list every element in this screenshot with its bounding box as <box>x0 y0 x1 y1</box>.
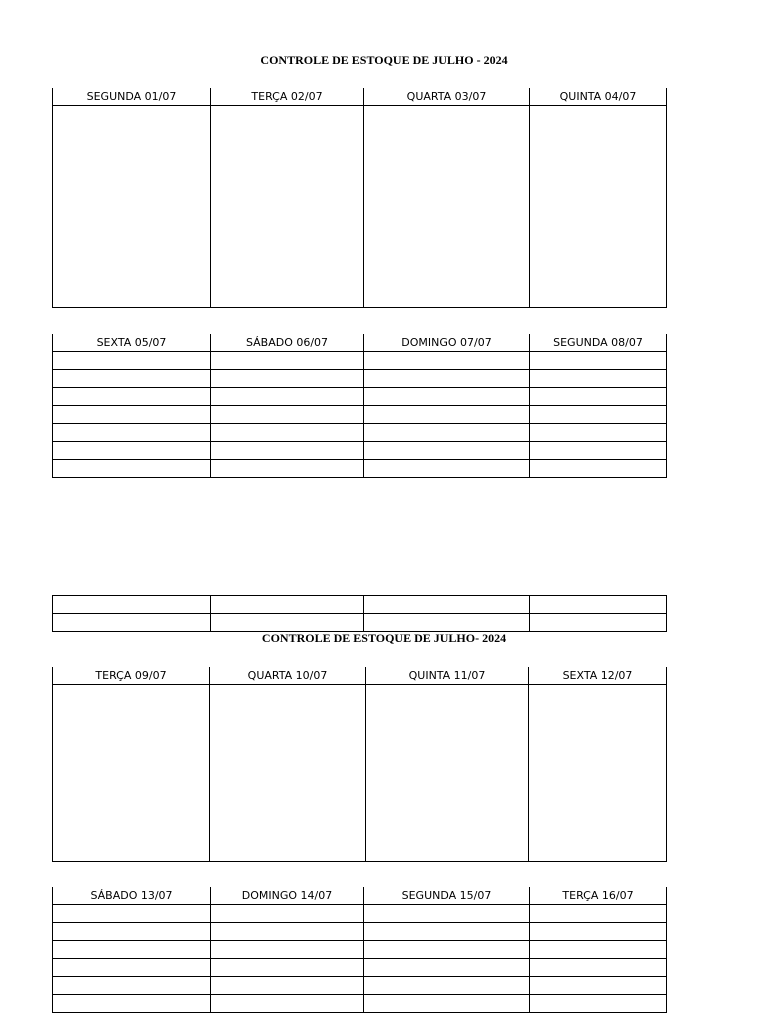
table-cell[interactable] <box>364 460 530 478</box>
table-cell[interactable] <box>211 442 364 460</box>
table-row <box>53 352 667 370</box>
table-cell[interactable] <box>53 685 210 862</box>
day-header: DOMINGO 14/07 <box>211 887 364 905</box>
table-cell[interactable] <box>364 941 530 959</box>
table-cell[interactable] <box>364 959 530 977</box>
table-cell[interactable] <box>530 905 667 923</box>
stock-table-week-2b <box>52 887 667 1013</box>
table-cell[interactable] <box>530 424 667 442</box>
table-cell[interactable] <box>53 388 211 406</box>
table-cell[interactable] <box>211 460 364 478</box>
table-cell[interactable] <box>53 442 211 460</box>
table-cell[interactable] <box>53 106 211 308</box>
day-header: TERÇA 02/07 <box>211 88 364 106</box>
table-header-row <box>53 88 667 106</box>
table-cell[interactable] <box>530 442 667 460</box>
table-cell[interactable] <box>211 388 364 406</box>
day-header: QUARTA 03/07 <box>364 88 530 106</box>
table-cell[interactable] <box>211 406 364 424</box>
table-cell[interactable] <box>53 923 211 941</box>
table-header-row <box>53 887 667 905</box>
stock-table-week-1b <box>52 334 667 478</box>
table-cell[interactable] <box>364 995 530 1013</box>
table-cell[interactable] <box>53 941 211 959</box>
table-row <box>53 106 667 308</box>
table-cell[interactable] <box>53 959 211 977</box>
day-header: SEGUNDA 01/07 <box>53 88 211 106</box>
table-cell[interactable] <box>530 941 667 959</box>
table-cell[interactable] <box>53 596 211 614</box>
table-cell[interactable] <box>53 460 211 478</box>
table-row <box>53 905 667 923</box>
table-row <box>53 442 667 460</box>
table-cell[interactable] <box>53 905 211 923</box>
table-cell[interactable] <box>530 923 667 941</box>
day-header: QUARTA 10/07 <box>210 667 366 685</box>
table-cell[interactable] <box>364 424 530 442</box>
table-cell[interactable] <box>364 905 530 923</box>
sheet-title: CONTROLE DE ESTOQUE DE JULHO- 2024 <box>261 631 507 645</box>
table-row <box>53 941 667 959</box>
table-row <box>53 596 667 614</box>
table-cell[interactable] <box>211 370 364 388</box>
table-row <box>53 685 667 862</box>
table-cell[interactable] <box>211 977 364 995</box>
stock-table-week-2 <box>52 667 667 862</box>
table-cell[interactable] <box>364 596 530 614</box>
table-header-row <box>53 667 667 685</box>
table-cell[interactable] <box>364 388 530 406</box>
table-cell[interactable] <box>364 406 530 424</box>
table-cell[interactable] <box>530 406 667 424</box>
table-cell[interactable] <box>530 977 667 995</box>
table-cell[interactable] <box>364 106 530 308</box>
table-cell[interactable] <box>364 977 530 995</box>
table-cell[interactable] <box>530 106 667 308</box>
table-cell[interactable] <box>530 388 667 406</box>
table-cell[interactable] <box>53 424 211 442</box>
day-header: SEGUNDA 15/07 <box>364 887 530 905</box>
table-cell[interactable] <box>211 596 364 614</box>
day-header: QUINTA 04/07 <box>530 88 667 106</box>
table-row <box>53 614 667 632</box>
table-cell[interactable] <box>211 352 364 370</box>
table-cell[interactable] <box>211 941 364 959</box>
day-header: SEGUNDA 08/07 <box>530 334 667 352</box>
table-cell[interactable] <box>530 959 667 977</box>
sheet-title: CONTROLE DE ESTOQUE DE JULHO - 2024 <box>260 53 508 67</box>
table-cell[interactable] <box>364 614 530 632</box>
table-row <box>53 388 667 406</box>
table-cell[interactable] <box>530 614 667 632</box>
table-row <box>53 370 667 388</box>
table-header-row <box>53 334 667 352</box>
table-cell[interactable] <box>530 370 667 388</box>
table-cell[interactable] <box>210 685 366 862</box>
day-header: SÁBADO 13/07 <box>53 887 211 905</box>
table-cell[interactable] <box>53 977 211 995</box>
table-cell[interactable] <box>211 614 364 632</box>
day-header: DOMINGO 07/07 <box>364 334 530 352</box>
day-header: SEXTA 05/07 <box>53 334 211 352</box>
day-header: QUINTA 11/07 <box>366 667 529 685</box>
table-cell[interactable] <box>529 685 667 862</box>
stock-table-week-1 <box>52 88 667 308</box>
table-row <box>53 995 667 1013</box>
table-row <box>53 923 667 941</box>
day-header: SÁBADO 06/07 <box>211 334 364 352</box>
table-cell[interactable] <box>53 614 211 632</box>
table-cell[interactable] <box>364 370 530 388</box>
table-cell[interactable] <box>530 596 667 614</box>
table-cell[interactable] <box>530 995 667 1013</box>
table-cell[interactable] <box>211 923 364 941</box>
table-cell[interactable] <box>53 995 211 1013</box>
table-cell[interactable] <box>211 905 364 923</box>
table-cell[interactable] <box>364 352 530 370</box>
table-cell[interactable] <box>211 424 364 442</box>
day-header: TERÇA 16/07 <box>530 887 667 905</box>
table-cell[interactable] <box>53 352 211 370</box>
table-cell[interactable] <box>211 106 364 308</box>
table-cell[interactable] <box>364 923 530 941</box>
table-cell[interactable] <box>530 352 667 370</box>
table-row <box>53 460 667 478</box>
table-cell[interactable] <box>366 685 529 862</box>
day-header: TERÇA 09/07 <box>53 667 210 685</box>
table-row <box>53 424 667 442</box>
day-header: SEXTA 12/07 <box>529 667 667 685</box>
table-row <box>53 977 667 995</box>
table-cell[interactable] <box>364 442 530 460</box>
table-cell[interactable] <box>211 959 364 977</box>
table-cell[interactable] <box>211 995 364 1013</box>
table-row <box>53 406 667 424</box>
table-cell[interactable] <box>53 406 211 424</box>
table-cell[interactable] <box>53 370 211 388</box>
table-row <box>53 959 667 977</box>
table-cell[interactable] <box>530 460 667 478</box>
stock-table-overflow-rows <box>52 595 667 632</box>
